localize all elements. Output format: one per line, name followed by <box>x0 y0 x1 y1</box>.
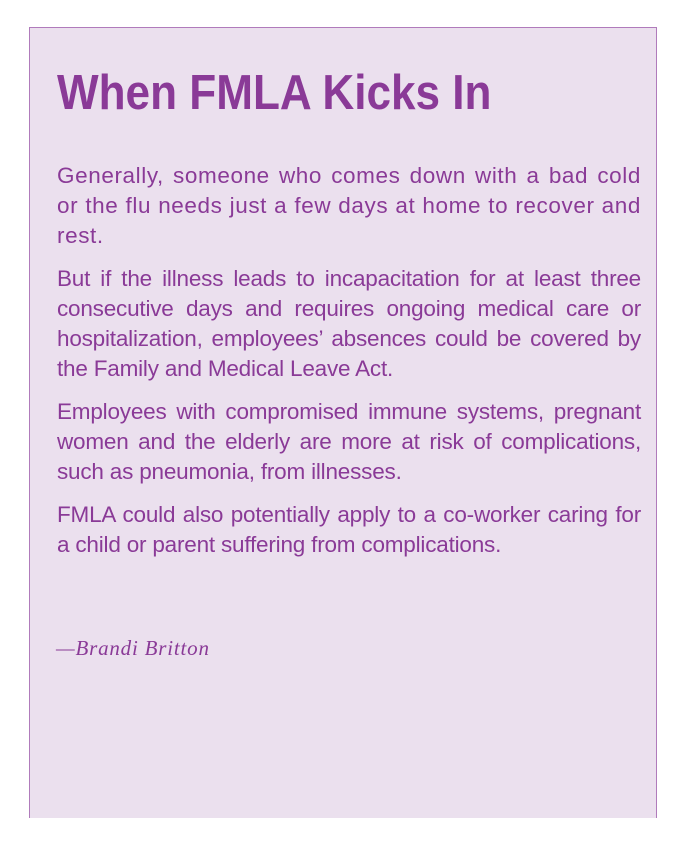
author-byline: —Brandi Britton <box>56 636 210 660</box>
paragraph-4: FMLA could also potentially apply to a co-worker caring for a child or parent suffering from complications. <box>57 502 641 557</box>
paragraph-3: Employees with compromised immune systems, pregnant women and the elderly are more at risk of complications, such as pneumonia, from illnesses. <box>57 399 641 484</box>
paragraph-1: Generally, someone who comes down with a bad cold or the flu needs just a few days at home to recover and rest. <box>57 163 641 248</box>
sidebar-title: When FMLA Kicks In <box>57 66 492 120</box>
sidebar-body <box>57 161 641 573</box>
paragraph-2: But if the illness leads to incapacitation for at least three consecutive days and requires ongoing medical care or hospitalization, employees’ absences could be covered by the Family and Medical Leave Act. <box>57 266 641 381</box>
sidebar-box <box>29 27 657 818</box>
